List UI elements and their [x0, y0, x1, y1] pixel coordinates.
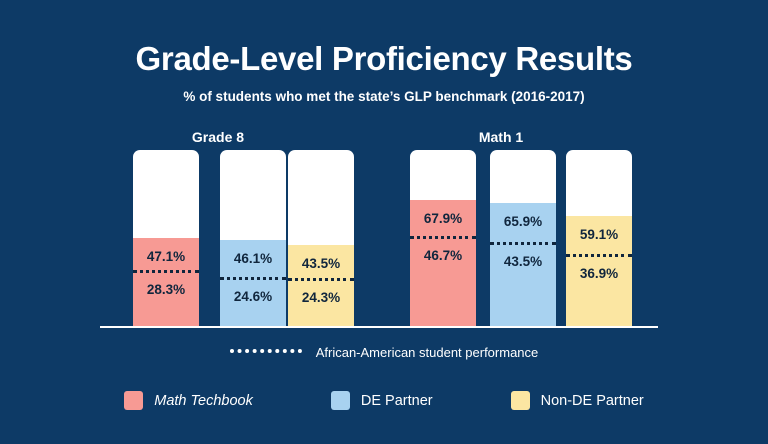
- bar-value-african-american: 24.6%: [233, 289, 273, 305]
- african-american-marker: [288, 278, 354, 281]
- bar-value-african-american: 24.3%: [301, 289, 341, 305]
- bar-value-african-american: 36.9%: [579, 266, 619, 282]
- african-american-marker: [490, 242, 556, 245]
- legend-item-de-partner[interactable]: [331, 391, 433, 410]
- bar-value-overall: 47.1%: [146, 249, 186, 265]
- legend-swatch-icon: [511, 391, 530, 410]
- bar-math1-de-partner[interactable]: [490, 150, 556, 326]
- legend-item-non-de-partner[interactable]: [511, 391, 644, 410]
- group-label-math-1: Math 1: [478, 129, 524, 145]
- legend: [0, 391, 768, 410]
- legend-label: Non-DE Partner: [540, 392, 644, 409]
- page-title: Grade-Level Proficiency Results: [135, 40, 633, 77]
- chart-subtitle: % of students who met the state’s GLP benchmark (2016-2017): [183, 89, 585, 104]
- bar-grade8-math-techbook[interactable]: [133, 150, 199, 326]
- legend-swatch-icon: [331, 391, 350, 410]
- x-axis-line: [100, 326, 658, 328]
- group-label-grade-8: Grade 8: [191, 129, 245, 145]
- bar-grade8-non-de-partner[interactable]: [288, 150, 354, 326]
- bar-value-overall: 67.9%: [423, 210, 463, 226]
- african-american-marker: [410, 236, 476, 239]
- dotted-line-legend-label: African-American student performance: [315, 345, 539, 360]
- bar-math1-math-techbook[interactable]: [410, 150, 476, 326]
- bar-value-african-american: 43.5%: [503, 254, 543, 270]
- bar-value-overall: 65.9%: [503, 214, 543, 230]
- bar-value-african-american: 46.7%: [423, 248, 463, 264]
- african-american-marker: [220, 277, 286, 280]
- bar-value-overall: 46.1%: [233, 251, 273, 267]
- legend-label: DE Partner: [360, 392, 433, 409]
- dotted-line-legend: [0, 344, 768, 360]
- african-american-marker: [566, 254, 632, 257]
- bar-math1-non-de-partner[interactable]: [566, 150, 632, 326]
- bar-grade8-de-partner[interactable]: [220, 150, 286, 326]
- bar-value-overall: 43.5%: [301, 256, 341, 272]
- bar-value-african-american: 28.3%: [146, 282, 186, 298]
- legend-label: Math Techbook: [154, 392, 253, 409]
- dotted-line-icon: [230, 349, 302, 353]
- legend-swatch-icon: [124, 391, 143, 410]
- african-american-marker: [133, 270, 199, 273]
- bar-value-overall: 59.1%: [579, 227, 619, 243]
- legend-item-math-techbook[interactable]: [124, 391, 253, 410]
